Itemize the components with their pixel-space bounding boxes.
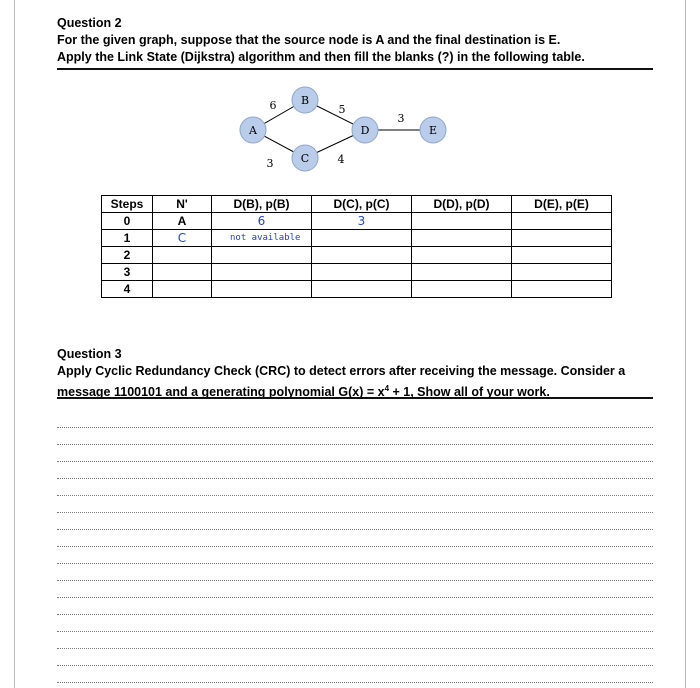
node-c-label: C: [300, 152, 310, 165]
header-de: D(E), p(E): [512, 196, 612, 213]
question-3-line-2-post: + 1, Show all of your work.: [389, 385, 550, 400]
dd-cell[interactable]: [412, 247, 512, 264]
question-2-title: Question 2: [57, 16, 122, 30]
nprime-cell[interactable]: [153, 247, 212, 264]
node-a-label: A: [249, 124, 257, 137]
weight-ab: 6: [269, 99, 277, 112]
answer-line[interactable]: [57, 546, 653, 547]
answer-line[interactable]: [57, 495, 653, 496]
answer-line[interactable]: [57, 597, 653, 598]
table-row: [102, 247, 612, 264]
node-e-label: E: [428, 124, 438, 137]
question-2-line-2: Apply the Link State (Dijkstra) algorithm and then fill the blanks (?) in the following table.: [57, 50, 585, 64]
answer-line[interactable]: [57, 614, 653, 615]
table-row: [102, 230, 612, 247]
dc-cell[interactable]: [312, 230, 412, 247]
dd-cell[interactable]: [412, 264, 512, 281]
network-graph: [225, 85, 465, 180]
dd-cell[interactable]: [412, 281, 512, 298]
db-cell[interactable]: 6: [212, 213, 312, 230]
weight-bd: 5: [338, 103, 346, 116]
table-row: [102, 264, 612, 281]
answer-line[interactable]: [57, 631, 653, 632]
de-cell[interactable]: [512, 230, 612, 247]
db-cell[interactable]: [212, 281, 312, 298]
exponent: 4: [384, 384, 390, 393]
header-nprime: N': [153, 196, 212, 213]
nprime-cell[interactable]: [153, 281, 212, 298]
db-cell[interactable]: [212, 247, 312, 264]
answer-line[interactable]: [57, 444, 653, 445]
question-3-rule: [57, 397, 653, 399]
step-cell: 2: [102, 247, 153, 264]
dc-cell[interactable]: 3: [312, 213, 412, 230]
step-cell: 1: [102, 230, 153, 247]
step-cell: 3: [102, 264, 153, 281]
answer-line[interactable]: [57, 665, 653, 666]
answer-line[interactable]: [57, 478, 653, 479]
question-3-title: Question 3: [57, 347, 122, 361]
table-row: [102, 213, 612, 230]
answer-line[interactable]: [57, 648, 653, 649]
dc-cell[interactable]: [312, 264, 412, 281]
step-cell: 0: [102, 213, 153, 230]
header-dc: D(C), p(C): [312, 196, 412, 213]
answer-line[interactable]: [57, 580, 653, 581]
table-header-row: [102, 196, 612, 213]
answer-line[interactable]: [57, 529, 653, 530]
de-cell[interactable]: [512, 247, 612, 264]
header-steps: Steps: [102, 196, 153, 213]
answer-line[interactable]: [57, 461, 653, 462]
dd-cell[interactable]: [412, 230, 512, 247]
answer-line[interactable]: [57, 682, 653, 683]
header-db: D(B), p(B): [212, 196, 312, 213]
weight-ac: 3: [266, 157, 274, 170]
question-2-rule: [57, 68, 653, 70]
table-row: [102, 281, 612, 298]
db-cell[interactable]: not available: [212, 230, 312, 247]
dc-cell[interactable]: [312, 281, 412, 298]
step-cell: 4: [102, 281, 153, 298]
answer-line[interactable]: [57, 512, 653, 513]
question-3-header: [57, 346, 625, 401]
node-d-label: D: [360, 124, 370, 137]
dc-cell[interactable]: [312, 247, 412, 264]
db-cell[interactable]: [212, 264, 312, 281]
question-3-line-2-pre: message 1100101 and a generating polynomial G(x) = x: [57, 385, 385, 400]
question-2-header: [57, 15, 585, 66]
header-dd: D(D), p(D): [412, 196, 512, 213]
dd-cell[interactable]: [412, 213, 512, 230]
dijkstra-table: [101, 195, 612, 298]
nprime-cell[interactable]: [153, 264, 212, 281]
answer-line[interactable]: [57, 563, 653, 564]
de-cell[interactable]: [512, 264, 612, 281]
question-2-line-1: For the given graph, suppose that the source node is A and the final destination is E.: [57, 33, 561, 47]
weight-de: 3: [397, 112, 405, 125]
nprime-cell: A: [153, 213, 212, 230]
de-cell[interactable]: [512, 281, 612, 298]
weight-cd: 4: [337, 153, 345, 166]
de-cell[interactable]: [512, 213, 612, 230]
node-b-label: B: [300, 94, 310, 107]
answer-line[interactable]: [57, 427, 653, 428]
question-3-line-1: Apply Cyclic Redundancy Check (CRC) to detect errors after receiving the message. Consider a: [57, 364, 626, 378]
nprime-cell[interactable]: C: [153, 230, 212, 247]
